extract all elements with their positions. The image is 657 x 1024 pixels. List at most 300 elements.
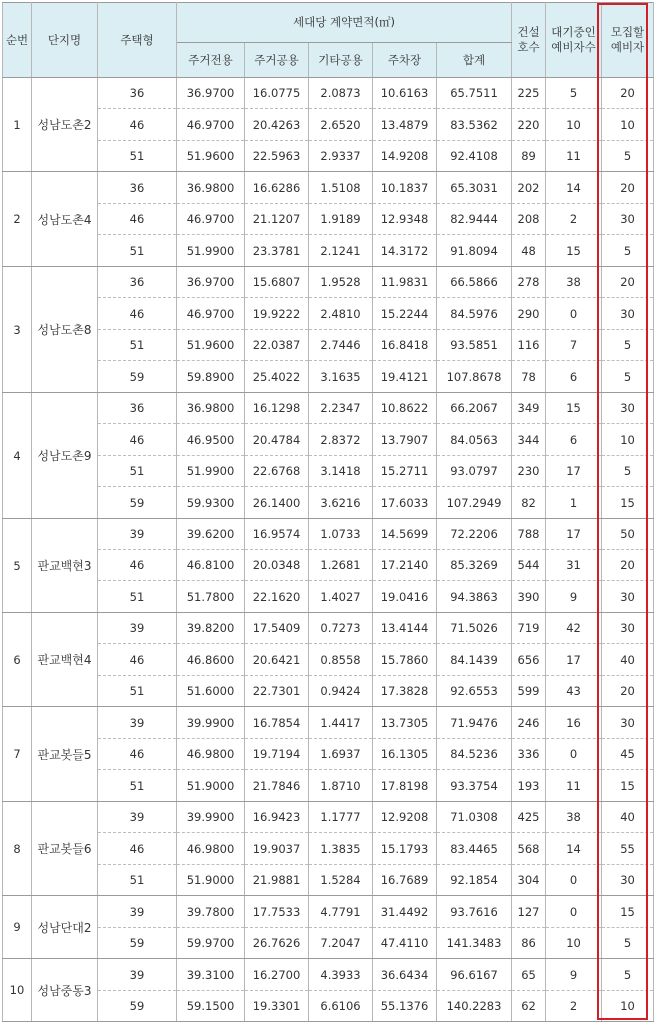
cell-total-area: 93.5851	[437, 330, 512, 361]
cell-recruit-reserves: 50	[602, 519, 654, 550]
cell-waiting-reserves: 9	[546, 581, 602, 613]
cell-exclusive-area: 46.9800	[177, 739, 245, 770]
cell-parking-area: 11.9831	[373, 267, 437, 298]
cell-recruit-reserves: 20	[602, 172, 654, 204]
cell-recruit-reserves: 40	[602, 644, 654, 676]
cell-shared-area: 26.7626	[245, 928, 309, 959]
cell-other-shared-area: 1.4027	[309, 581, 373, 613]
cell-other-shared-area: 3.1418	[309, 456, 373, 487]
table-row	[3, 896, 654, 928]
cell-shared-area: 15.6807	[245, 267, 309, 298]
cell-built-units: 89	[512, 141, 546, 172]
cell-waiting-reserves: 9	[546, 959, 602, 991]
cell-total-area: 66.5866	[437, 267, 512, 298]
cell-recruit-reserves: 15	[602, 896, 654, 928]
table-row	[3, 833, 654, 865]
cell-total-area: 92.6553	[437, 676, 512, 707]
cell-recruit-reserves: 40	[602, 802, 654, 833]
table-row	[3, 519, 654, 550]
cell-other-shared-area: 1.9189	[309, 204, 373, 235]
cell-shared-area: 16.7854	[245, 707, 309, 739]
group-number: 2	[3, 172, 32, 267]
table-row	[3, 361, 654, 393]
cell-other-shared-area: 1.8710	[309, 770, 373, 802]
cell-other-shared-area: 2.1241	[309, 235, 373, 267]
cell-house-type: 46	[98, 204, 177, 235]
group-number: 10	[3, 959, 32, 1022]
table-row	[3, 644, 654, 676]
cell-house-type: 51	[98, 676, 177, 707]
cell-shared-area: 26.1400	[245, 487, 309, 519]
cell-waiting-reserves: 2	[546, 991, 602, 1022]
table-row	[3, 204, 654, 235]
cell-house-type: 39	[98, 519, 177, 550]
table-body	[3, 78, 654, 1022]
cell-built-units: 304	[512, 865, 546, 896]
cell-recruit-reserves: 5	[602, 235, 654, 267]
cell-other-shared-area: 1.9528	[309, 267, 373, 298]
cell-parking-area: 55.1376	[373, 991, 437, 1022]
cell-recruit-reserves: 30	[602, 204, 654, 235]
header-recruit-reserves: 모집할 예비자	[602, 3, 654, 78]
cell-recruit-reserves: 30	[602, 613, 654, 644]
complex-name: 성남도촌8	[32, 267, 98, 393]
cell-total-area: 93.0797	[437, 456, 512, 487]
cell-recruit-reserves: 30	[602, 707, 654, 739]
header-contract-area: 세대당 계약면적(㎡)	[177, 3, 512, 43]
cell-other-shared-area: 0.9424	[309, 676, 373, 707]
cell-waiting-reserves: 14	[546, 833, 602, 865]
cell-shared-area: 20.6421	[245, 644, 309, 676]
cell-total-area: 96.6167	[437, 959, 512, 991]
cell-waiting-reserves: 5	[546, 78, 602, 109]
cell-parking-area: 14.3172	[373, 235, 437, 267]
cell-recruit-reserves: 20	[602, 267, 654, 298]
cell-waiting-reserves: 11	[546, 141, 602, 172]
cell-parking-area: 13.7907	[373, 424, 437, 456]
cell-built-units: 193	[512, 770, 546, 802]
cell-other-shared-area: 1.2681	[309, 550, 373, 581]
cell-built-units: 82	[512, 487, 546, 519]
table-row	[3, 802, 654, 833]
cell-other-shared-area: 1.5284	[309, 865, 373, 896]
header-other-shared-area: 기타공용	[309, 43, 373, 78]
cell-built-units: 290	[512, 298, 546, 330]
header-parking-area: 주차장	[373, 43, 437, 78]
cell-house-type: 46	[98, 298, 177, 330]
cell-parking-area: 15.2244	[373, 298, 437, 330]
cell-total-area: 65.7511	[437, 78, 512, 109]
cell-parking-area: 12.9348	[373, 204, 437, 235]
cell-shared-area: 21.1207	[245, 204, 309, 235]
cell-waiting-reserves: 16	[546, 707, 602, 739]
cell-other-shared-area: 1.4417	[309, 707, 373, 739]
cell-total-area: 71.5026	[437, 613, 512, 644]
cell-exclusive-area: 46.8100	[177, 550, 245, 581]
cell-house-type: 39	[98, 896, 177, 928]
cell-parking-area: 13.7305	[373, 707, 437, 739]
table-row	[3, 424, 654, 456]
complex-name: 성남도촌9	[32, 393, 98, 519]
group-number: 6	[3, 613, 32, 707]
cell-built-units: 719	[512, 613, 546, 644]
cell-shared-area: 19.7194	[245, 739, 309, 770]
complex-name: 판교백현3	[32, 519, 98, 613]
cell-house-type: 51	[98, 330, 177, 361]
cell-shared-area: 19.9222	[245, 298, 309, 330]
header-complex-name: 단지명	[32, 3, 98, 78]
cell-exclusive-area: 36.9800	[177, 393, 245, 424]
cell-recruit-reserves: 10	[602, 424, 654, 456]
cell-parking-area: 15.1793	[373, 833, 437, 865]
cell-built-units: 349	[512, 393, 546, 424]
cell-exclusive-area: 51.7800	[177, 581, 245, 613]
cell-parking-area: 47.4110	[373, 928, 437, 959]
table-row	[3, 739, 654, 770]
cell-parking-area: 16.7689	[373, 865, 437, 896]
cell-waiting-reserves: 10	[546, 109, 602, 141]
cell-house-type: 39	[98, 802, 177, 833]
complex-name: 성남중동3	[32, 959, 98, 1022]
cell-exclusive-area: 46.9700	[177, 204, 245, 235]
cell-shared-area: 25.4022	[245, 361, 309, 393]
cell-waiting-reserves: 42	[546, 613, 602, 644]
cell-other-shared-area: 0.7273	[309, 613, 373, 644]
cell-shared-area: 20.4263	[245, 109, 309, 141]
cell-built-units: 48	[512, 235, 546, 267]
cell-house-type: 59	[98, 991, 177, 1022]
cell-waiting-reserves: 0	[546, 865, 602, 896]
cell-waiting-reserves: 17	[546, 519, 602, 550]
complex-name: 판교백현4	[32, 613, 98, 707]
cell-house-type: 39	[98, 707, 177, 739]
cell-recruit-reserves: 5	[602, 928, 654, 959]
cell-waiting-reserves: 1	[546, 487, 602, 519]
cell-exclusive-area: 36.9800	[177, 172, 245, 204]
cell-house-type: 51	[98, 770, 177, 802]
complex-name: 성남단대2	[32, 896, 98, 959]
cell-total-area: 71.9476	[437, 707, 512, 739]
cell-waiting-reserves: 43	[546, 676, 602, 707]
cell-recruit-reserves: 5	[602, 456, 654, 487]
cell-total-area: 107.8678	[437, 361, 512, 393]
cell-other-shared-area: 2.2347	[309, 393, 373, 424]
cell-exclusive-area: 46.9800	[177, 833, 245, 865]
cell-shared-area: 20.4784	[245, 424, 309, 456]
cell-total-area: 83.4465	[437, 833, 512, 865]
cell-other-shared-area: 1.5108	[309, 172, 373, 204]
cell-exclusive-area: 51.9600	[177, 330, 245, 361]
cell-built-units: 544	[512, 550, 546, 581]
cell-built-units: 788	[512, 519, 546, 550]
cell-shared-area: 22.7301	[245, 676, 309, 707]
cell-recruit-reserves: 15	[602, 770, 654, 802]
cell-recruit-reserves: 10	[602, 991, 654, 1022]
cell-exclusive-area: 51.6000	[177, 676, 245, 707]
table-row	[3, 550, 654, 581]
cell-waiting-reserves: 6	[546, 424, 602, 456]
cell-shared-area: 17.5409	[245, 613, 309, 644]
cell-recruit-reserves: 15	[602, 487, 654, 519]
cell-recruit-reserves: 30	[602, 865, 654, 896]
cell-parking-area: 19.0416	[373, 581, 437, 613]
cell-parking-area: 10.8622	[373, 393, 437, 424]
cell-house-type: 46	[98, 109, 177, 141]
cell-waiting-reserves: 2	[546, 204, 602, 235]
cell-total-area: 84.0563	[437, 424, 512, 456]
group-number: 7	[3, 707, 32, 802]
table-row	[3, 172, 654, 204]
cell-total-area: 65.3031	[437, 172, 512, 204]
cell-house-type: 59	[98, 361, 177, 393]
cell-waiting-reserves: 17	[546, 644, 602, 676]
header-shared-area: 주거공용	[245, 43, 309, 78]
cell-other-shared-area: 2.7446	[309, 330, 373, 361]
cell-exclusive-area: 59.1500	[177, 991, 245, 1022]
cell-parking-area: 17.8198	[373, 770, 437, 802]
cell-built-units: 78	[512, 361, 546, 393]
cell-recruit-reserves: 30	[602, 298, 654, 330]
cell-total-area: 85.3269	[437, 550, 512, 581]
table-row	[3, 676, 654, 707]
cell-house-type: 36	[98, 78, 177, 109]
housing-area-table	[2, 2, 654, 1022]
cell-other-shared-area: 7.2047	[309, 928, 373, 959]
cell-built-units: 225	[512, 78, 546, 109]
cell-waiting-reserves: 11	[546, 770, 602, 802]
cell-built-units: 202	[512, 172, 546, 204]
cell-waiting-reserves: 0	[546, 298, 602, 330]
table-row	[3, 770, 654, 802]
cell-shared-area: 23.3781	[245, 235, 309, 267]
cell-exclusive-area: 39.3100	[177, 959, 245, 991]
cell-shared-area: 16.2700	[245, 959, 309, 991]
cell-recruit-reserves: 5	[602, 141, 654, 172]
table-row	[3, 298, 654, 330]
cell-built-units: 65	[512, 959, 546, 991]
cell-total-area: 84.5976	[437, 298, 512, 330]
cell-total-area: 93.7616	[437, 896, 512, 928]
cell-shared-area: 17.7533	[245, 896, 309, 928]
cell-exclusive-area: 36.9700	[177, 267, 245, 298]
complex-name: 성남도촌2	[32, 78, 98, 172]
cell-built-units: 344	[512, 424, 546, 456]
cell-shared-area: 19.3301	[245, 991, 309, 1022]
cell-shared-area: 21.7846	[245, 770, 309, 802]
cell-parking-area: 14.5699	[373, 519, 437, 550]
cell-shared-area: 20.0348	[245, 550, 309, 581]
group-number: 9	[3, 896, 32, 959]
cell-parking-area: 15.7860	[373, 644, 437, 676]
table-row	[3, 613, 654, 644]
cell-built-units: 336	[512, 739, 546, 770]
cell-house-type: 46	[98, 644, 177, 676]
table-row	[3, 456, 654, 487]
cell-shared-area: 16.9574	[245, 519, 309, 550]
cell-recruit-reserves: 5	[602, 361, 654, 393]
header-waiting-reserves: 대기중인 예비자수	[546, 3, 602, 78]
cell-exclusive-area: 59.9300	[177, 487, 245, 519]
cell-parking-area: 19.4121	[373, 361, 437, 393]
cell-exclusive-area: 39.9900	[177, 802, 245, 833]
cell-built-units: 599	[512, 676, 546, 707]
group-number: 3	[3, 267, 32, 393]
table-row	[3, 330, 654, 361]
cell-parking-area: 13.4879	[373, 109, 437, 141]
cell-built-units: 568	[512, 833, 546, 865]
cell-house-type: 51	[98, 456, 177, 487]
cell-built-units: 220	[512, 109, 546, 141]
cell-other-shared-area: 1.3835	[309, 833, 373, 865]
cell-waiting-reserves: 0	[546, 739, 602, 770]
cell-exclusive-area: 39.8200	[177, 613, 245, 644]
table-row	[3, 707, 654, 739]
cell-exclusive-area: 51.9600	[177, 141, 245, 172]
cell-parking-area: 16.1305	[373, 739, 437, 770]
cell-house-type: 51	[98, 581, 177, 613]
cell-house-type: 59	[98, 928, 177, 959]
cell-waiting-reserves: 15	[546, 235, 602, 267]
cell-parking-area: 10.6163	[373, 78, 437, 109]
table-row	[3, 141, 654, 172]
cell-other-shared-area: 2.8372	[309, 424, 373, 456]
cell-parking-area: 15.2711	[373, 456, 437, 487]
cell-house-type: 51	[98, 235, 177, 267]
cell-waiting-reserves: 15	[546, 393, 602, 424]
cell-parking-area: 17.3828	[373, 676, 437, 707]
cell-shared-area: 16.1298	[245, 393, 309, 424]
cell-waiting-reserves: 31	[546, 550, 602, 581]
cell-recruit-reserves: 5	[602, 959, 654, 991]
cell-other-shared-area: 2.9337	[309, 141, 373, 172]
cell-total-area: 82.9444	[437, 204, 512, 235]
cell-parking-area: 16.8418	[373, 330, 437, 361]
group-number: 4	[3, 393, 32, 519]
cell-house-type: 36	[98, 267, 177, 298]
cell-total-area: 93.3754	[437, 770, 512, 802]
cell-other-shared-area: 4.7791	[309, 896, 373, 928]
cell-other-shared-area: 2.0873	[309, 78, 373, 109]
cell-built-units: 656	[512, 644, 546, 676]
cell-other-shared-area: 3.6216	[309, 487, 373, 519]
cell-house-type: 59	[98, 487, 177, 519]
cell-recruit-reserves: 10	[602, 109, 654, 141]
cell-waiting-reserves: 38	[546, 802, 602, 833]
table-row	[3, 78, 654, 109]
table-row	[3, 393, 654, 424]
cell-exclusive-area: 46.9500	[177, 424, 245, 456]
cell-shared-area: 22.6768	[245, 456, 309, 487]
cell-shared-area: 22.0387	[245, 330, 309, 361]
cell-waiting-reserves: 0	[546, 896, 602, 928]
cell-exclusive-area: 51.9000	[177, 770, 245, 802]
complex-name: 판교봇들6	[32, 802, 98, 896]
cell-recruit-reserves: 30	[602, 393, 654, 424]
cell-built-units: 246	[512, 707, 546, 739]
group-number: 1	[3, 78, 32, 172]
table-row	[3, 487, 654, 519]
header-seq: 순번	[3, 3, 32, 78]
cell-other-shared-area: 4.3933	[309, 959, 373, 991]
cell-recruit-reserves: 20	[602, 78, 654, 109]
cell-built-units: 208	[512, 204, 546, 235]
cell-recruit-reserves: 45	[602, 739, 654, 770]
cell-recruit-reserves: 30	[602, 581, 654, 613]
cell-parking-area: 36.6434	[373, 959, 437, 991]
table-row	[3, 581, 654, 613]
cell-total-area: 83.5362	[437, 109, 512, 141]
cell-exclusive-area: 46.9700	[177, 298, 245, 330]
complex-name: 성남도촌4	[32, 172, 98, 267]
cell-shared-area: 22.1620	[245, 581, 309, 613]
cell-recruit-reserves: 20	[602, 550, 654, 581]
cell-other-shared-area: 1.1777	[309, 802, 373, 833]
cell-built-units: 230	[512, 456, 546, 487]
cell-waiting-reserves: 10	[546, 928, 602, 959]
cell-total-area: 107.2949	[437, 487, 512, 519]
cell-house-type: 39	[98, 959, 177, 991]
complex-name: 판교봇들5	[32, 707, 98, 802]
table-row	[3, 991, 654, 1022]
cell-exclusive-area: 51.9000	[177, 865, 245, 896]
cell-total-area: 72.2206	[437, 519, 512, 550]
header-exclusive-area: 주거전용	[177, 43, 245, 78]
cell-parking-area: 14.9208	[373, 141, 437, 172]
cell-house-type: 51	[98, 865, 177, 896]
cell-recruit-reserves: 20	[602, 676, 654, 707]
cell-shared-area: 16.9423	[245, 802, 309, 833]
cell-other-shared-area: 2.6520	[309, 109, 373, 141]
table-row	[3, 959, 654, 991]
cell-house-type: 46	[98, 550, 177, 581]
cell-built-units: 62	[512, 991, 546, 1022]
cell-exclusive-area: 59.8900	[177, 361, 245, 393]
group-number: 8	[3, 802, 32, 896]
cell-built-units: 86	[512, 928, 546, 959]
header-house-type: 주택형	[98, 3, 177, 78]
table-row	[3, 267, 654, 298]
table-row	[3, 928, 654, 959]
cell-other-shared-area: 2.4810	[309, 298, 373, 330]
cell-built-units: 127	[512, 896, 546, 928]
cell-waiting-reserves: 7	[546, 330, 602, 361]
cell-waiting-reserves: 17	[546, 456, 602, 487]
cell-parking-area: 31.4492	[373, 896, 437, 928]
cell-other-shared-area: 3.1635	[309, 361, 373, 393]
group-number: 5	[3, 519, 32, 613]
cell-exclusive-area: 39.6200	[177, 519, 245, 550]
table-row	[3, 235, 654, 267]
cell-shared-area: 21.9881	[245, 865, 309, 896]
cell-house-type: 51	[98, 141, 177, 172]
cell-built-units: 425	[512, 802, 546, 833]
cell-total-area: 141.3483	[437, 928, 512, 959]
table-row	[3, 865, 654, 896]
header-built-units: 건설 호수	[512, 3, 546, 78]
cell-exclusive-area: 36.9700	[177, 78, 245, 109]
cell-exclusive-area: 46.8600	[177, 644, 245, 676]
cell-other-shared-area: 1.0733	[309, 519, 373, 550]
cell-total-area: 84.1439	[437, 644, 512, 676]
cell-parking-area: 13.4144	[373, 613, 437, 644]
cell-parking-area: 12.9208	[373, 802, 437, 833]
cell-total-area: 92.1854	[437, 865, 512, 896]
cell-house-type: 39	[98, 613, 177, 644]
cell-other-shared-area: 0.8558	[309, 644, 373, 676]
cell-recruit-reserves: 55	[602, 833, 654, 865]
cell-recruit-reserves: 5	[602, 330, 654, 361]
cell-other-shared-area: 1.6937	[309, 739, 373, 770]
